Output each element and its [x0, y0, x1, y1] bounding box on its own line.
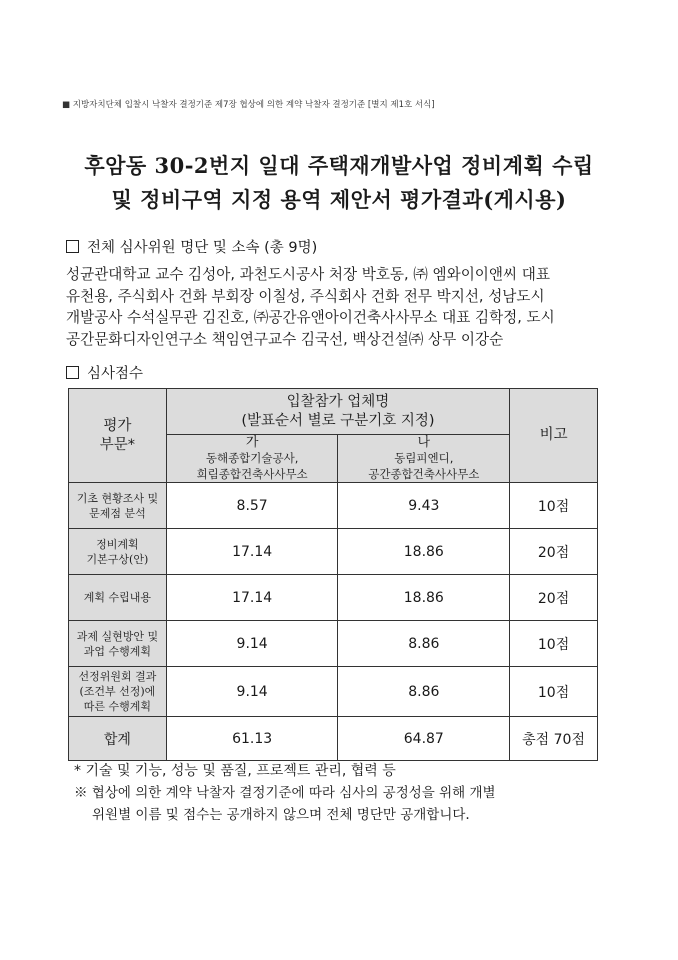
row-label-line: 계획 수립내용 [83, 591, 152, 604]
checkbox-square-icon [66, 240, 79, 253]
evaluation-footnote: * 기술 및 기능, 성능 및 품질, 프로젝트 관리, 협력 등 [74, 763, 396, 779]
row-label-line: 기본구상(안) [86, 552, 149, 566]
remark-cell: 10점 [510, 621, 598, 667]
row-label-line: 선정위원회 결과 [78, 670, 157, 683]
score-cell-b: 18.86 [338, 575, 510, 621]
scores-section-heading [66, 362, 143, 383]
members-line: 성균관대학교 교수 김성아, 과천도시공사 처장 박호동, ㈜ 엠와이이앤씨 대표 [66, 266, 550, 283]
remark-cell: 10점 [510, 483, 598, 529]
total-remark: 총점 70점 [510, 717, 598, 761]
vendor-a-letter: 가 [245, 434, 259, 450]
row-label-line: 과업 수행계획 [83, 644, 152, 658]
score-cell-a: 17.14 [166, 529, 338, 575]
total-label: 합계 [69, 717, 167, 761]
remark-cell: 20점 [510, 575, 598, 621]
row-label-line: 정비계획 [96, 537, 139, 551]
row-label-line: (조건부 선정)에 [79, 685, 156, 698]
header-bidders-line: (발표순서 별로 구분기호 지정) [241, 412, 435, 429]
row-label [69, 621, 167, 667]
row-label [69, 667, 167, 717]
row-label [69, 483, 167, 529]
document-title-line-1: 후암동 30-2번지 일대 주택재개발사업 정비계획 수립 [84, 153, 594, 178]
score-cell-a: 9.14 [166, 667, 338, 717]
vendor-b-header [338, 435, 510, 483]
score-cell-a: 9.14 [166, 621, 338, 667]
total-cell-a: 61.13 [166, 717, 338, 761]
remark-line: 위원별 이름 및 점수는 공개하지 않으며 전체 명단만 공개합니다. [92, 807, 470, 823]
checkbox-square-icon [66, 366, 79, 379]
header-remarks: 비고 [510, 389, 598, 483]
score-cell-b: 8.86 [338, 621, 510, 667]
row-label [69, 529, 167, 575]
table-row [69, 483, 598, 529]
row-label-line: 문제점 분석 [89, 506, 146, 520]
members-line: 유천용, 주식회사 건화 부회장 이칠성, 주식회사 건화 전무 박지선, 성남도시 [66, 287, 545, 305]
score-table [68, 388, 598, 761]
score-cell-a: 8.57 [166, 483, 338, 529]
total-cell-b: 64.87 [338, 717, 510, 761]
score-cell-b: 18.86 [338, 529, 510, 575]
committee-members-list [66, 264, 622, 350]
header-category-line: 부문* [99, 436, 136, 453]
form-reference-note: ■ 지방자치단체 입찰시 낙찰자 결정기준 제7장 협상에 의한 계약 낙찰자 결정기준 [별지 제1호 서식] [62, 100, 435, 110]
row-label-line: 과제 실현방안 및 [76, 629, 159, 643]
remark-cell: 20점 [510, 529, 598, 575]
vendor-a-header [166, 435, 338, 483]
members-line: 개발공사 수석실무관 김진호, ㈜공간유앤아이건축사사무소 대표 김학정, 도시 [66, 309, 555, 326]
header-category [69, 389, 167, 483]
score-cell-b: 8.86 [338, 667, 510, 717]
row-label [69, 575, 167, 621]
total-row [69, 717, 598, 761]
members-heading-text: 전체 심사위원 명단 및 소속 (총 9명) [87, 240, 318, 256]
table-row [69, 621, 598, 667]
row-label-line: 기초 현황조사 및 [76, 491, 159, 505]
remark-cell: 10점 [510, 667, 598, 717]
vendor-b-letter: 나 [417, 434, 431, 450]
members-section-heading [66, 236, 317, 257]
score-cell-b: 9.43 [338, 483, 510, 529]
disclosure-remark [74, 782, 614, 826]
members-line: 공간문화디자인연구소 책임연구교수 김국선, 백상건설㈜ 상무 이강순 [66, 330, 504, 348]
header-category-line: 평가 [103, 417, 132, 434]
vendor-b-name: 공간종합건축사사무소 [368, 466, 480, 481]
vendor-a-name: 희림종합건축사사무소 [196, 466, 308, 481]
row-label-line: 따른 수행계획 [83, 700, 152, 713]
table-row [69, 529, 598, 575]
header-bidders [166, 389, 509, 435]
table-row [69, 667, 598, 717]
document-title-line-2: 및 정비구역 지정 용역 제안서 평가결과(게시용) [111, 187, 567, 212]
vendor-a-name: 동해종합기술공사, [205, 450, 299, 465]
table-row [69, 575, 598, 621]
score-cell-a: 17.14 [166, 575, 338, 621]
vendor-b-name: 동림피엔디, [394, 450, 454, 465]
remark-line: ※ 협상에 의한 계약 낙찰자 결정기준에 따라 심사의 공정성을 위해 개별 [74, 785, 496, 801]
scores-heading-text: 심사점수 [87, 366, 144, 382]
header-bidders-line: 입찰참가 업체명 [286, 393, 390, 410]
